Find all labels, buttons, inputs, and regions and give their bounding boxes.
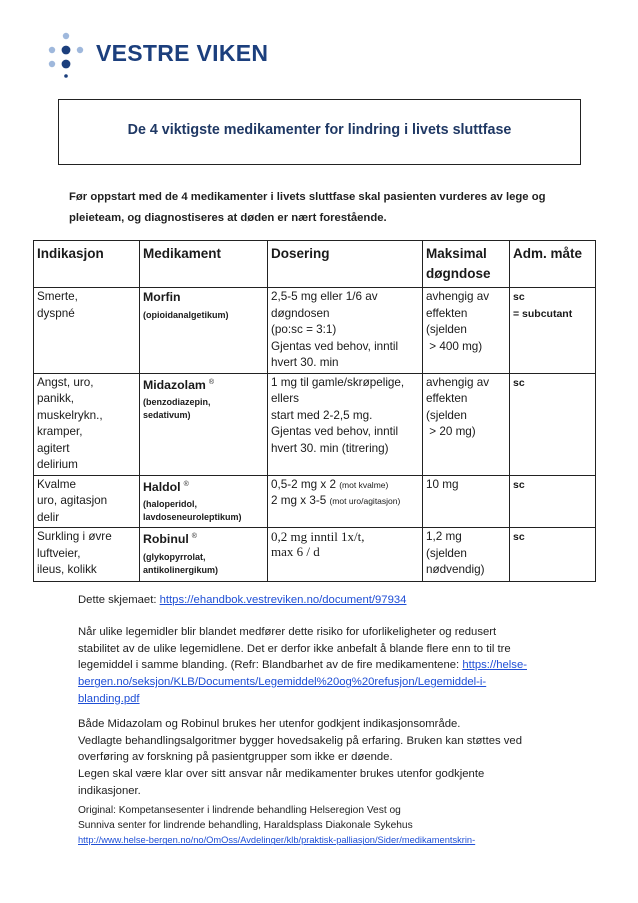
cell-line: (sjelden (426, 323, 467, 336)
cell-line: 2,5-5 mg eller 1/6 av (271, 290, 378, 303)
drug-class: (opioidanalgetikum) (143, 309, 229, 320)
cell-line: Kvalme (37, 477, 76, 491)
drug-class (143, 498, 264, 524)
drug-class-line: lavdoseneuroleptikum) (143, 512, 242, 523)
drug-class-line: (benzodiazepin, (143, 397, 211, 408)
drug-class-line: (haloperidol, (143, 499, 197, 510)
drug-name-text: Haldol (143, 479, 181, 494)
drug-name (143, 480, 189, 494)
cell-line: Surkling i øvre (37, 530, 112, 543)
cell-line: > 400 mg) (426, 339, 483, 353)
source-line: Original: Kompetansesenter i lindrende behandling Helseregion Vest og (78, 805, 401, 816)
dose-text: 0,5-2 mg x 2 (271, 477, 340, 491)
cell-line: 1,2 mg (426, 530, 462, 543)
dose-text: 2 mg x 3-5 (271, 494, 330, 507)
vestre-viken-logo (44, 28, 344, 78)
cell-line: muskelrykn., (37, 408, 103, 422)
paragraph-line: overføring av forskning på pasientgrupper som ikke er døende. (78, 751, 393, 764)
cell-line: delirium (37, 458, 78, 471)
drug-class-line: sedativum) (143, 410, 191, 421)
header-indikasjon: Indikasjon (34, 241, 140, 288)
page-title: De 4 viktigste medikamenter for lindring i livets sluttfase (127, 122, 512, 138)
registered-mark: ® (208, 378, 215, 386)
source-link[interactable]: http://www.helse-bergen.no/no/OmOss/Avdelinger/klb/praktisk-palliasjon/Sider/medikamentskrin- (78, 835, 476, 846)
indication-paragraph (78, 716, 578, 800)
mixing-paragraph (78, 624, 578, 708)
cell-indikasjon (34, 373, 140, 475)
cell-line: sc (513, 376, 525, 389)
drug-class-line: (glykopyrrolat, (143, 551, 206, 562)
cell-indikasjon (34, 475, 140, 528)
drug-name-text: Midazolam (143, 377, 206, 392)
source-line (78, 833, 578, 848)
intro-line: pleieteam, og diagnostiseres at døden er nært forestående. (69, 212, 387, 224)
paragraph-line (78, 657, 578, 674)
logo-dots-icon (44, 28, 92, 78)
paragraph-line: Både Midazolam og Robinul brukes her utenfor godkjent indikasjonsområde. (78, 718, 461, 730)
cell-adm (510, 528, 596, 582)
title-box (58, 99, 581, 165)
cell-line: Angst, uro, (37, 375, 94, 389)
cell-maks (423, 373, 510, 475)
cell-medikament (140, 288, 268, 374)
mixing-link[interactable]: https://helse- (462, 659, 527, 672)
cell-line: avhengig av (426, 290, 490, 303)
cell-line: (sjelden (426, 546, 467, 560)
paragraph-line: indikasjoner. (78, 784, 141, 797)
header-dosering: Dosering (268, 241, 423, 288)
paragraph-text: legemiddel i samme blanding. (Refr: Blandbarhet av de fire medikamentene: (78, 659, 463, 672)
cell-line: > 20 mg) (426, 425, 476, 438)
cell-medikament (140, 528, 268, 582)
cell-line: ellers (271, 392, 299, 405)
registered-mark: ® (183, 480, 189, 488)
cell-line: sc (513, 478, 525, 491)
cell-maks (423, 288, 510, 374)
medication-table (33, 240, 596, 582)
cell-line (271, 477, 419, 494)
schema-link[interactable]: https://ehandbok.vestreviken.no/document/97934 (159, 594, 407, 606)
table-row (34, 528, 596, 582)
cell-line: sc (513, 291, 525, 303)
cell-line: uro, agitasjon (37, 494, 108, 507)
schema-link-paragraph (78, 592, 568, 609)
registered-mark: ® (191, 533, 197, 540)
cell-line: 0,2 mg inntil 1x/t, (271, 529, 365, 544)
cell-line: panikk, (37, 392, 75, 405)
table-header-row (34, 241, 596, 288)
cell-dosering (268, 288, 423, 374)
mixing-link-cont[interactable]: blanding.pdf (78, 692, 140, 705)
drug-name-text: Robinul (143, 532, 189, 547)
paragraph-line: Legen skal være klar over sitt ansvar når medikamenter brukes utenfor godkjente (78, 768, 485, 781)
header-adm-mate: Adm. måte (510, 241, 596, 288)
schema-label: Dette skjemaet: (78, 594, 160, 606)
table-row (34, 373, 596, 475)
cell-maks (423, 528, 510, 582)
intro-line: Før oppstart med de 4 medikamenter i livets sluttfase skal pasienten vurderes av lege og (69, 191, 546, 203)
cell-maks (423, 475, 510, 528)
cell-line: hvert 30. min (271, 356, 339, 369)
table-row (34, 475, 596, 528)
cell-line: luftveier, (37, 546, 81, 560)
cell-line: delir (37, 510, 60, 524)
cell-line: sc (513, 531, 525, 543)
cell-line: effekten (426, 306, 468, 320)
cell-dosering (268, 528, 423, 582)
paragraph-line: stabilitet av de ulike legemidlene. Det er derfor ikke anbefalt å blande flere enn to til tre (78, 642, 511, 655)
cell-line: (sjelden (426, 408, 467, 422)
dose-note: (mot uro/agitasjon) (329, 496, 401, 506)
cell-adm (510, 475, 596, 528)
paragraph-line (78, 691, 578, 708)
mixing-link-cont[interactable]: bergen.no/seksjon/KLB/Documents/Legemiddel%20og%20refusjon/Legemiddel-i- (78, 676, 487, 689)
cell-medikament (140, 373, 268, 475)
cell-line (271, 493, 419, 510)
cell-line: 1 mg til gamle/skrøpelige, (271, 375, 405, 389)
header-medikament: Medikament (140, 241, 268, 288)
header-maksimal-dognose: Maksimal døgndose (423, 241, 510, 288)
drug-class (143, 551, 264, 577)
cell-line: nødvendig) (426, 563, 485, 576)
cell-line: 10 mg (426, 477, 459, 491)
cell-line: avhengig av (426, 375, 490, 389)
cell-line: kramper, (37, 425, 83, 438)
drug-name: Morfin (143, 290, 181, 304)
cell-line: max 6 / d (271, 544, 320, 559)
cell-line: agitert (37, 441, 70, 455)
paragraph-line: Når ulike legemidler blir blandet medfører dette risiko for uforlikeligheter og redusert (78, 626, 497, 638)
cell-line: ileus, kolikk (37, 563, 97, 576)
cell-line: start med 2-2,5 mg. (271, 408, 373, 422)
cell-indikasjon (34, 528, 140, 582)
cell-line: Gjentas ved behov, inntil (271, 425, 399, 438)
original-source (78, 803, 578, 849)
intro-text (69, 187, 569, 229)
cell-indikasjon (34, 288, 140, 374)
paragraph-line (78, 674, 578, 691)
source-line: Sunniva senter for lindrende behandling, Haraldsplass Diakonale Sykehus (78, 820, 413, 832)
dose-note: (mot kvalme) (339, 479, 389, 490)
cell-line: døgndosen (271, 306, 330, 320)
cell-line: = subcutant (513, 307, 573, 320)
cell-line: effekten (426, 392, 468, 405)
drug-class (143, 396, 264, 422)
cell-medikament (140, 475, 268, 528)
drug-name (143, 532, 197, 546)
drug-class-line: antikolinergikum) (143, 564, 219, 575)
logo-text: VESTRE VIKEN (96, 40, 269, 66)
cell-adm (510, 373, 596, 475)
drug-name (143, 378, 214, 392)
cell-dosering (268, 475, 423, 528)
paragraph-line: Vedlagte behandlingsalgoritmer bygger hovedsakelig på erfaring. Bruken kan støttes ved (78, 734, 522, 747)
table-row (34, 288, 596, 374)
cell-adm (510, 288, 596, 374)
cell-line: Smerte, (37, 290, 78, 303)
cell-line: Gjentas ved behov, inntil (271, 339, 399, 353)
cell-line: dyspné (37, 306, 75, 320)
cell-line: (po:sc = 3:1) (271, 323, 337, 336)
cell-dosering (268, 373, 423, 475)
cell-line: hvert 30. min (titrering) (271, 441, 389, 455)
